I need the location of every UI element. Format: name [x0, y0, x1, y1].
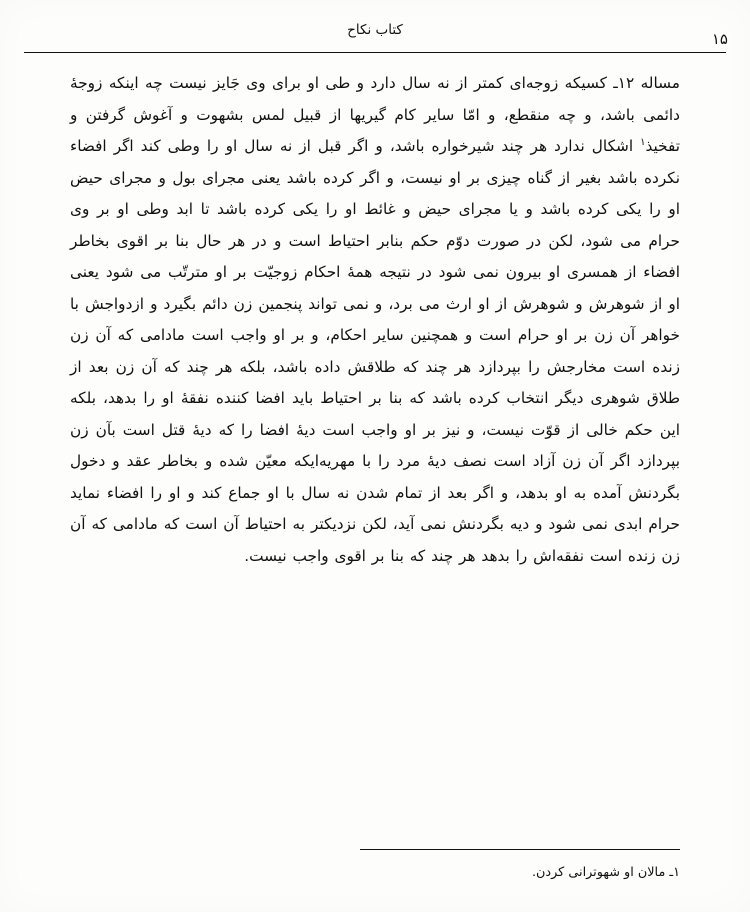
footnote-marker: ۱ [640, 136, 646, 148]
masala-text-part1: کسیکه زوجه‌ای کمتر از نه سال دارد و طی او برای وی جَایز نیست چه اینکه زوجهٔ دائمی باشد، و چه منقطع، و امّا سایر کام گیریها از قبیل لمس بشهوت و آغوش گرفتن و تفخیذ [70, 74, 680, 155]
page-header [0, 22, 750, 62]
masala-paragraph [70, 68, 680, 572]
book-title: کتاب نکاح [347, 22, 403, 38]
header-divider [24, 52, 726, 53]
footnote-divider [360, 849, 680, 850]
page-content [70, 68, 680, 572]
masala-label: مساله ۱۲ـ [613, 74, 680, 92]
masala-text-part2: اشکال ندارد هر چند شیرخواره باشد، و اگر قبل از نه سال او را وطی کند اگر افضاء نکرده باشد بغیر از گناه چیزی بر او نیست، و اگر کرده باشد یعنی مجرای بول و مجرای حیض او را یکی کرده باشد و یا مجرای حیض و غائط او را یکی کرده باشد تا ابد وطی او بر وی حرام می شود، لکن در صورت دوّم حکم بنابر احتیاط است و در هر حال بنا بر اقوی بخاطر افضاء از همسری او بیرون نمی شود در نتیجه همهٔ احکام زوجیّت بر او مترتّب می شود یعنی او از شوهرش و شوهرش از او ارث می برد، و نمی تواند پنجمین زن دائم بگیرد و ازدواجش با خواهر آن زن بر او حرام است و همچنین سایر احکام، و بر او واجب است مادامی که آن زن زنده است مخارجش را بپردازد هر چند که طلاقش داده باشد، بلکه هر چند که آن زن بعد از طلاق شوهری دیگر انتخاب کرده باشد که بنا بر احتیاط باید افضا کننده نفقهٔ او را بدهد، بلکه این حکم خالی از قوّت نیست، و نیز بر او واجب است دیهٔ افضا را که دیهٔ قتل است بآن زن بپردازد اگر آن زن آزاد است نصف دیهٔ مرد را با مهریه‌ایکه معیّن شده و بخاطر عقد و دخول بگردنش آمده به او بدهد، و اگر بعد از تمام شدن نه سال با او جماع کند و او را افضاء نماید حرام ابدی نمی شود و دیه بگردنش نمی آید، لکن نزدیکتر به احتیاط آن است که مادامی که آن زن زنده است نفقه‌اش را بدهد هر چند که بنا بر اقوی واجب نیست. [70, 137, 680, 565]
page-number: ۱۵ [711, 30, 728, 48]
footnote-text: ۱ـ مالان او شهوترانی کردن. [531, 865, 680, 880]
